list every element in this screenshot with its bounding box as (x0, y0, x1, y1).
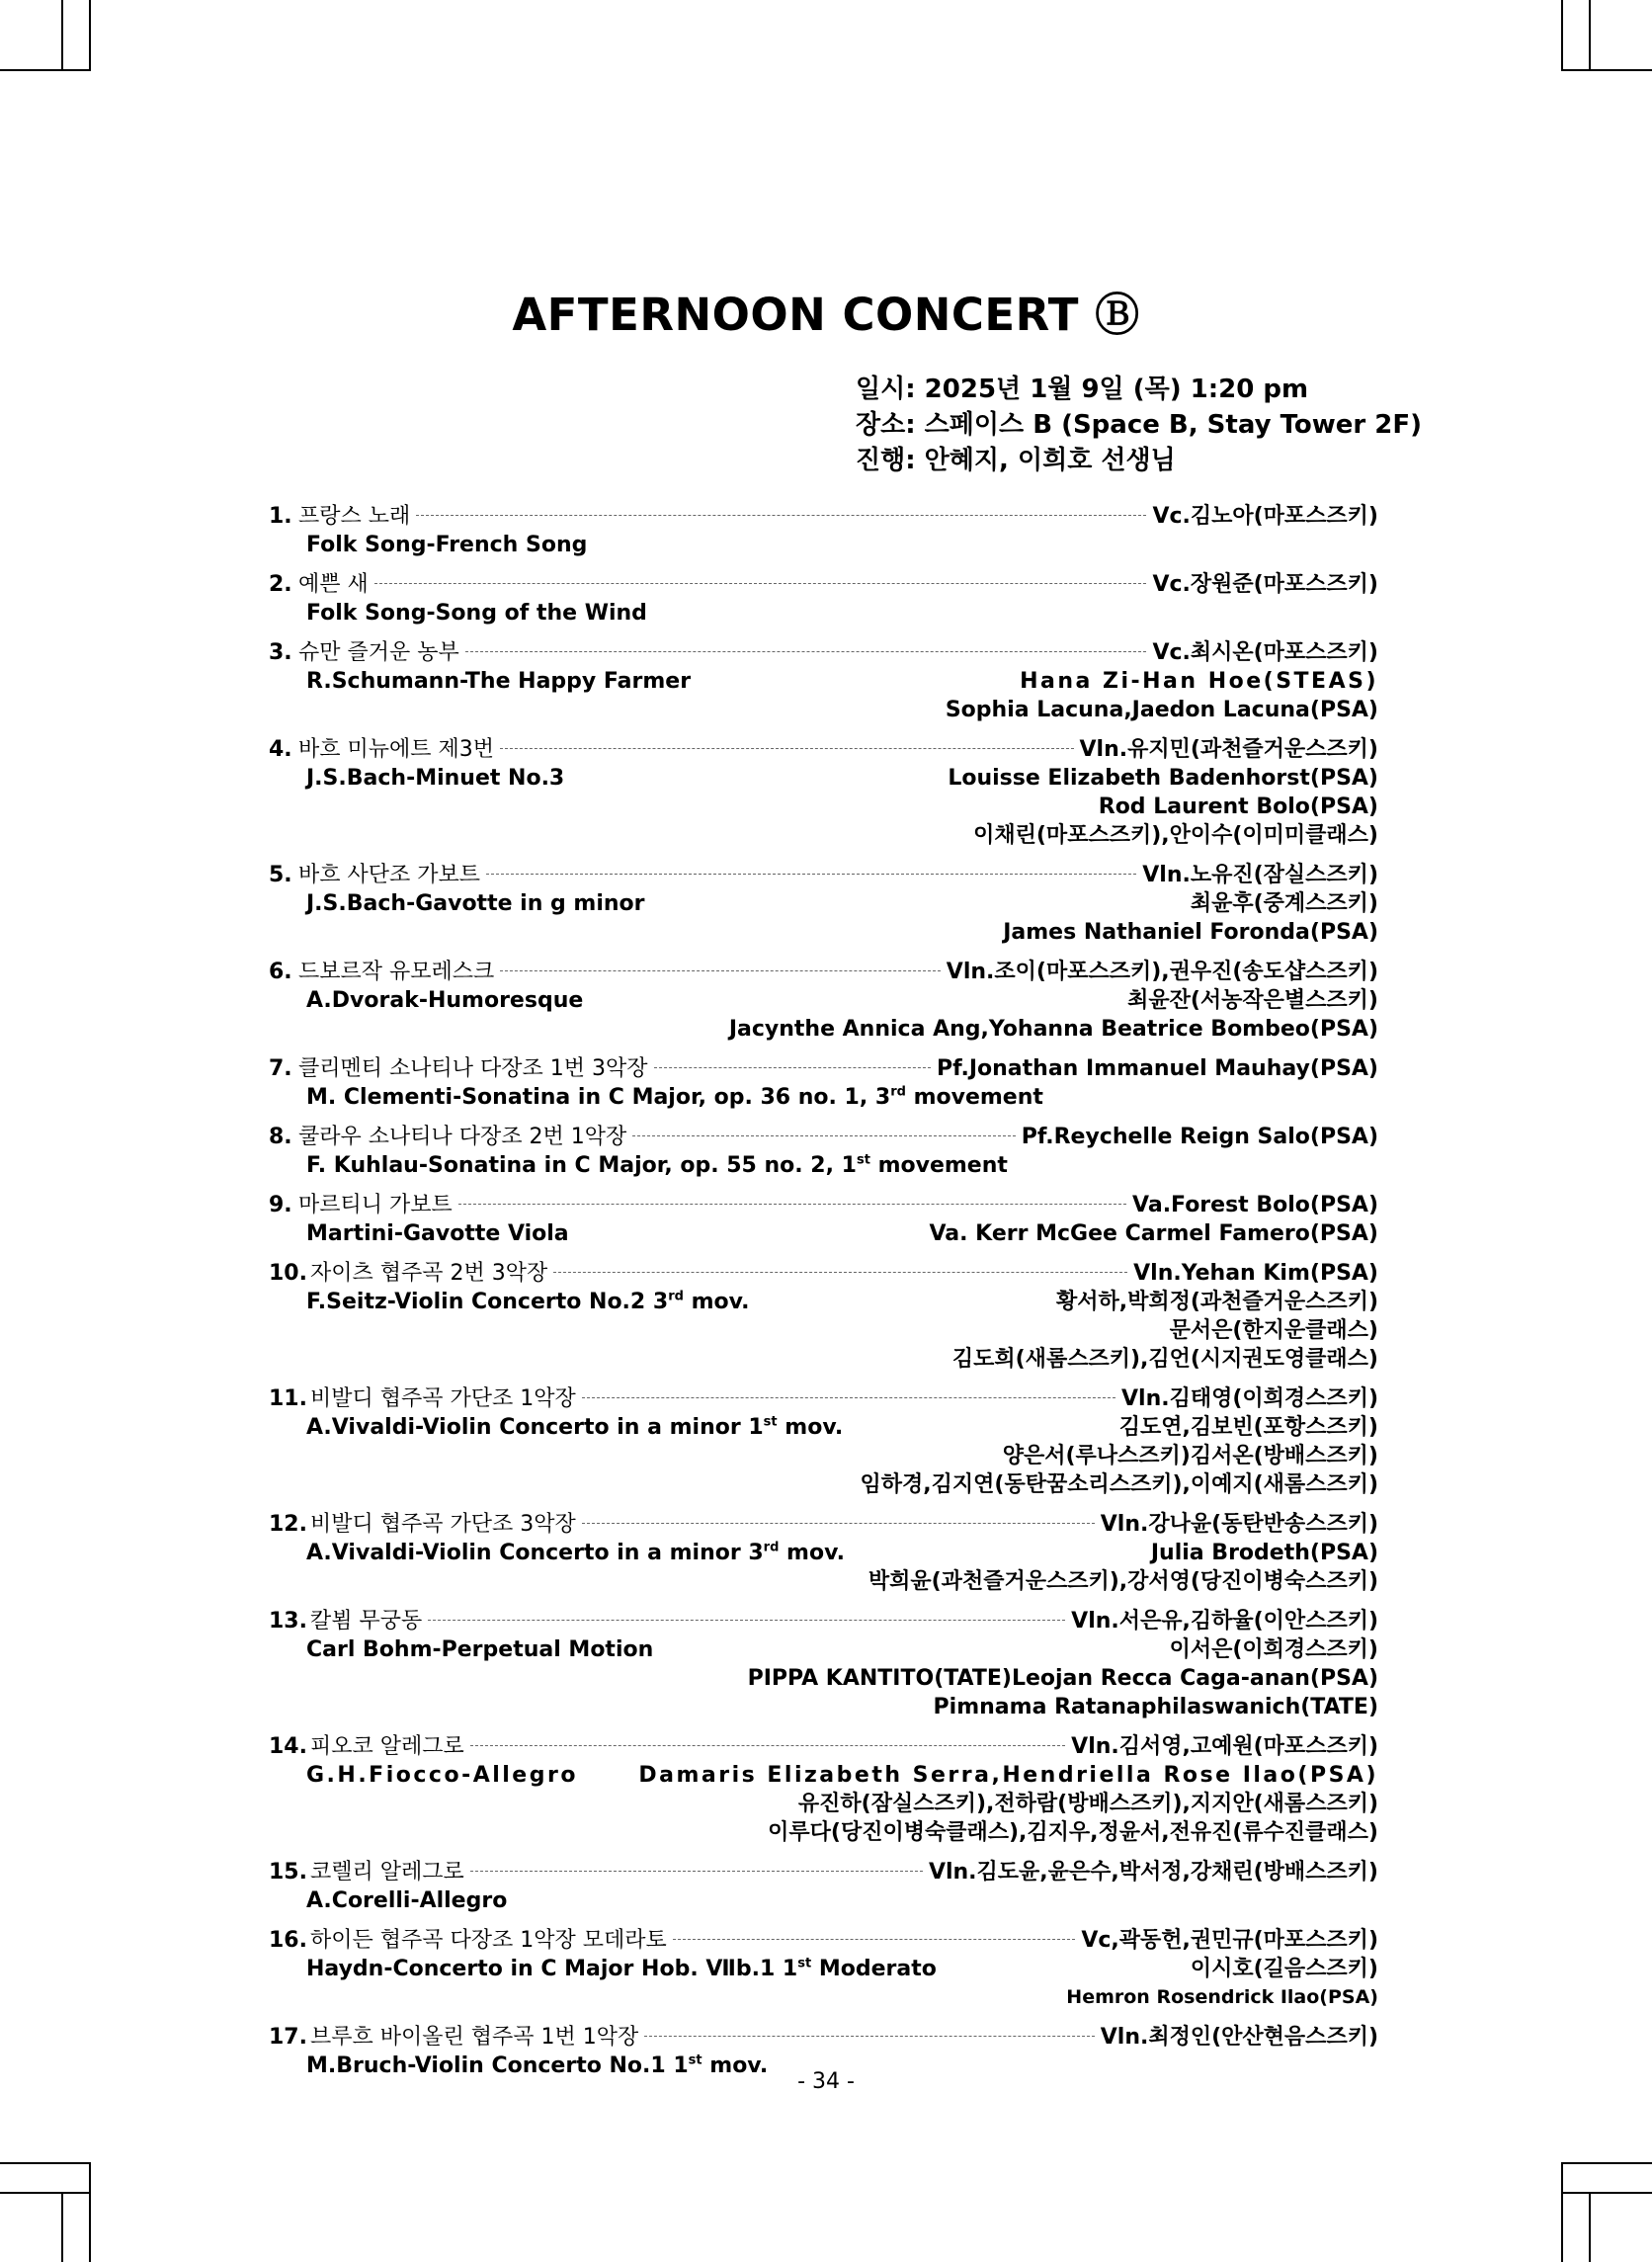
concert-host: 진행: 안혜지, 이희호 선생님 (856, 446, 1176, 475)
program-english-row (269, 1886, 1378, 1915)
program-head (269, 1607, 1378, 1635)
program-english-title (269, 1539, 845, 1567)
program-korean-title: 쿨라우 소나티나 다장조 2번 1악장 (298, 1125, 627, 1149)
program-item (269, 861, 1378, 947)
program-performer-extra: 최윤잔(서농작은별스즈키) (1127, 988, 1378, 1013)
program-korean-title: 드보르작 유모레스크 (298, 960, 495, 984)
program-head (269, 1732, 1378, 1761)
program-english-row (269, 889, 1378, 918)
program-head (269, 1054, 1378, 1083)
program-performer-extra: Louisse Elizabeth Badenhorst(PSA) (948, 766, 1378, 791)
program-performer-extra: Sophia Lacuna,Jaedon Lacuna(PSA) (945, 698, 1378, 722)
english-title-text: Haydn-Concerto in C Major Hob. Ⅶb.1 1 (306, 1957, 798, 1981)
crop-mark (1561, 2162, 1563, 2262)
program-head (269, 1384, 1378, 1413)
english-title-tail: Moderato (811, 1957, 937, 1981)
program-english-row (269, 1761, 1378, 1790)
crop-mark (61, 0, 63, 71)
crop-mark (89, 2162, 91, 2262)
dotted-leader (374, 583, 1147, 584)
program-item (269, 1732, 1378, 1847)
program-number: 14. (269, 1734, 307, 1759)
program-number: 9. (269, 1193, 292, 1217)
program-performer-extra: Julia Brodeth(PSA) (1150, 1541, 1378, 1565)
program-english-row (269, 1955, 1378, 1983)
program-performer: Vc.김노아(마포스즈키) (1152, 504, 1378, 529)
english-title-text: A.Vivaldi-Violin Concerto in a minor 3 (306, 1541, 764, 1565)
program-performer: Va.Forest Bolo(PSA) (1132, 1193, 1378, 1217)
program-performer-extra: 김도희(새롬스즈키),김언(시지권도영클래스) (951, 1347, 1378, 1372)
program-english-row (269, 1083, 1378, 1112)
program-number: 17. (269, 2025, 307, 2050)
program-english-row (269, 1151, 1378, 1180)
english-title-text: Martini-Gavotte Viola (306, 1221, 569, 1246)
program-head (269, 861, 1378, 889)
program-performer: Pf.Reychelle Reign Salo(PSA) (1021, 1125, 1378, 1149)
program-performer-extra: Pimnama Ratanaphilaswanich(TATE) (933, 1695, 1378, 1719)
program-english-title (269, 667, 691, 696)
program-english-row (269, 531, 1378, 559)
program-korean-title: 슈만 즐거운 농부 (298, 640, 459, 665)
english-title-text: Carl Bohm-Perpetual Motion (306, 1637, 654, 1662)
program-performer-extra: 유진하(잠실스즈키),전하람(방배스즈키),지지안(새롬스즈키) (797, 1792, 1378, 1816)
program-number: 7. (269, 1056, 292, 1081)
program-head (269, 1259, 1378, 1288)
program-english-row (269, 1288, 1378, 1316)
program-korean-title: 코렐리 알레그로 (310, 1860, 464, 1885)
program-performer: Pf.Jonathan Immanuel Mauhay(PSA) (936, 1056, 1378, 1081)
concert-info (856, 372, 1422, 478)
ordinal-suffix: st (763, 1414, 778, 1430)
program-performer: Vc,곽동헌,권민규(마포스즈키) (1081, 1928, 1378, 1953)
ordinal-suffix: rd (668, 1289, 684, 1304)
program-number: 16. (269, 1928, 307, 1953)
program-performer: Vln.조이(마포스즈키),권우진(송도샵스즈키) (946, 960, 1378, 984)
program-number: 4. (269, 737, 292, 762)
program-english-title (269, 1288, 750, 1316)
program-english-title (269, 1886, 507, 1915)
ordinal-suffix: st (856, 1152, 870, 1168)
program-performer-extra: 임하경,김지연(동탄꿈소리스즈키),이예지(새롬스즈키) (860, 1472, 1378, 1497)
program-item (269, 638, 1378, 724)
program-number: 11. (269, 1386, 307, 1411)
program-performer-extra: 박희윤(과천즐거운스즈키),강서영(당진이병숙스즈키) (867, 1569, 1378, 1594)
program-english-row (269, 1635, 1378, 1664)
program-performer-extra: 황서하,박희정(과천즐거운스즈키) (1056, 1290, 1378, 1314)
program-item (269, 1926, 1378, 2012)
program-performer-extra: Jacynthe Annica Ang,Yohanna Beatrice Bombeo(PSA) (728, 1017, 1378, 1042)
english-title-tail: mov. (702, 2053, 769, 2078)
program-performer-extra: PIPPA KANTITO(TATE)Leojan Recca Caga-anan(PSA) (747, 1666, 1378, 1691)
program-english-row (269, 986, 1378, 1015)
dotted-leader (673, 1939, 1076, 1940)
english-title-text: Folk Song-Song of the Wind (306, 601, 647, 626)
dotted-leader (470, 1745, 1065, 1746)
english-title-text: A.Corelli-Allegro (306, 1888, 508, 1913)
english-title-text: F. Kuhlau-Sonatina in C Major, op. 55 no. 2, 1 (306, 1153, 857, 1178)
program-performer: Vln.유지민(과천즐거운스즈키) (1079, 737, 1378, 762)
dotted-leader (458, 1204, 1126, 1205)
dotted-leader (486, 874, 1136, 875)
program-english-title (269, 1761, 578, 1790)
program-korean-title: 예쁜 새 (298, 572, 369, 597)
dotted-leader (553, 1272, 1127, 1273)
dotted-leader (654, 1067, 931, 1068)
program-number: 8. (269, 1125, 292, 1149)
program-head (269, 1858, 1378, 1886)
dotted-leader (582, 1523, 1095, 1524)
program-item (269, 1607, 1378, 1721)
program-item (269, 1259, 1378, 1374)
program-item (269, 502, 1378, 559)
page-number: - 34 - (797, 2069, 855, 2094)
english-title-tail: mov. (779, 1541, 845, 1565)
english-title-tail: mov. (683, 1290, 750, 1314)
program-performer-extra: 이루다(당진이병숙클래스),김지우,정윤서,전유진(류수진클래스) (768, 1820, 1378, 1845)
program-performer: Vln.Yehan Kim(PSA) (1133, 1261, 1378, 1286)
program-head (269, 1123, 1378, 1151)
crop-mark (0, 69, 91, 71)
program-head (269, 1926, 1378, 1955)
english-title-text: M. Clementi-Sonatina in C Major, op. 36 no. 1, 3 (306, 1085, 891, 1110)
program-performer-extra: 최윤후(중계스즈키) (1190, 891, 1378, 916)
program-head (269, 1510, 1378, 1539)
program-performer-extra: James Nathaniel Foronda(PSA) (1003, 920, 1378, 945)
program-performer-extra: Hana Zi-Han Hoe(STEAS) (1020, 669, 1378, 694)
program-performer-extra: 김도연,김보빈(포항스즈키) (1118, 1415, 1378, 1440)
program-performer-extra: Rod Laurent Bolo(PSA) (1098, 795, 1378, 819)
program-korean-title: 하이든 협주곡 다장조 1악장 모데라토 (310, 1928, 667, 1953)
program-number: 1. (269, 504, 292, 529)
crop-mark (61, 2192, 63, 2262)
program-korean-title: 칼뵘 무궁동 (310, 1609, 423, 1634)
program-number: 12. (269, 1512, 307, 1537)
program-performer-extra: 문서은(한지운클래스) (1169, 1318, 1378, 1343)
program-number: 5. (269, 863, 292, 887)
program-head (269, 570, 1378, 599)
program-number: 3. (269, 640, 292, 665)
dotted-leader (644, 2036, 1095, 2037)
program-item (269, 1510, 1378, 1596)
page-title: AFTERNOON CONCERT Ⓑ (512, 289, 1140, 341)
crop-mark (0, 2192, 91, 2194)
program-head (269, 1191, 1378, 1219)
program-english-row (269, 1539, 1378, 1567)
program-performer-extra: 이서은(이희경스즈키) (1169, 1637, 1378, 1662)
program-performer: Vln.서은유,김하율(이안스즈키) (1071, 1609, 1378, 1634)
program-performer-extra: 양은서(루나스즈키)김서온(방배스즈키) (1002, 1444, 1378, 1468)
program-english-title (269, 1083, 1043, 1112)
program-korean-title: 마르티니 가보트 (298, 1193, 453, 1217)
program-english-row (269, 667, 1378, 696)
program-english-title (269, 1635, 653, 1664)
program-number: 10. (269, 1261, 307, 1286)
concert-date: 일시: 2025년 1월 9일 (목) 1:20 pm (856, 375, 1309, 404)
english-title-text: M.Bruch-Violin Concerto No.1 1 (306, 2053, 689, 2078)
program-english-title (269, 599, 647, 628)
program-performer: Vc.장원준(마포스즈키) (1152, 572, 1378, 597)
program-head (269, 638, 1378, 667)
program-english-title (269, 889, 645, 918)
english-title-text: A.Vivaldi-Violin Concerto in a minor 1 (306, 1415, 764, 1440)
program-performer: Vln.김서영,고예원(마포스즈키) (1071, 1734, 1378, 1759)
program-item (269, 1191, 1378, 1248)
program-performer: Vln.김도윤,윤은수,박서정,강채린(방배스즈키) (928, 1860, 1378, 1885)
english-title-text: G.H.Fiocco-Allegro (306, 1763, 578, 1788)
program-english-title (269, 1219, 569, 1248)
dotted-leader (582, 1397, 1115, 1398)
ordinal-suffix: st (797, 1956, 812, 1971)
program-english-row (269, 764, 1378, 793)
crop-mark (0, 2162, 91, 2164)
program-item (269, 735, 1378, 850)
dotted-leader (632, 1135, 1015, 1136)
crop-mark (89, 0, 91, 71)
program-english-title (269, 531, 587, 559)
program-item (269, 1123, 1378, 1180)
program-number: 6. (269, 960, 292, 984)
dotted-leader (500, 970, 941, 971)
english-title-text: A.Dvorak-Humoresque (306, 988, 584, 1013)
english-title-text: J.S.Bach-Gavotte in g minor (306, 891, 645, 916)
program-head (269, 502, 1378, 531)
program-item (269, 570, 1378, 628)
program-korean-title: 비발디 협주곡 가단조 1악장 (310, 1386, 576, 1411)
program-performer-extra: Va. Kerr McGee Carmel Famero(PSA) (929, 1221, 1378, 1246)
program-korean-title: 비발디 협주곡 가단조 3악장 (310, 1512, 576, 1537)
program-english-title (269, 1151, 1008, 1180)
program-performer: Vc.최시온(마포스즈키) (1152, 640, 1378, 665)
program-head (269, 735, 1378, 764)
program-item (269, 1384, 1378, 1499)
english-title-text: J.S.Bach-Minuet No.3 (306, 766, 565, 791)
program-performer: Vln.최정인(안산현음스즈키) (1100, 2025, 1378, 2050)
program-korean-title: 피오코 알레그로 (310, 1734, 464, 1759)
program-korean-title: 자이츠 협주곡 2번 3악장 (310, 1261, 548, 1286)
program-performer-extra: 이채린(마포스즈키),안이수(이미미클래스) (973, 823, 1378, 848)
program-head (269, 2023, 1378, 2052)
program-performer: Vln.노유진(잠실스즈키) (1142, 863, 1378, 887)
program-english-row (269, 1413, 1378, 1442)
crop-mark (1561, 69, 1652, 71)
dotted-leader (470, 1871, 923, 1872)
program-english-title (269, 986, 583, 1015)
program-korean-title: 바흐 사단조 가보트 (298, 863, 481, 887)
program-item (269, 1858, 1378, 1915)
program-english-title (269, 1955, 937, 1983)
english-title-text: Folk Song-French Song (306, 533, 588, 557)
program-korean-title: 바흐 미뉴에트 제3번 (298, 737, 494, 762)
program-performer-extra: Hemron Rosendrick Ilao(PSA) (1066, 1986, 1378, 2008)
crop-mark (1561, 0, 1563, 71)
program-korean-title: 클리멘티 소나티나 다장조 1번 3악장 (298, 1056, 648, 1081)
program-head (269, 958, 1378, 986)
ordinal-suffix: st (688, 2053, 702, 2068)
ordinal-suffix: rd (890, 1084, 906, 1100)
english-title-tail: mov. (777, 1415, 844, 1440)
program-english-row (269, 599, 1378, 628)
program-item (269, 1054, 1378, 1112)
dotted-leader (500, 748, 1074, 749)
dotted-leader (416, 515, 1146, 516)
crop-mark (1561, 2192, 1652, 2194)
program-performer: Vln.김태영(이희경스즈키) (1121, 1386, 1378, 1411)
program-list (269, 502, 1378, 2091)
english-title-tail: movement (869, 1153, 1008, 1178)
english-title-tail: movement (905, 1085, 1043, 1110)
program-number: 13. (269, 1609, 307, 1634)
program-number: 15. (269, 1860, 307, 1885)
program-number: 2. (269, 572, 292, 597)
crop-mark (1561, 2162, 1652, 2164)
english-title-text: R.Schumann-The Happy Farmer (306, 669, 692, 694)
program-performer: Vln.강나윤(동탄반송스즈키) (1100, 1512, 1378, 1537)
program-english-title (269, 1413, 843, 1442)
program-performer-extra: 이시호(길음스즈키) (1190, 1957, 1378, 1981)
concert-venue: 장소: 스페이스 B (Space B, Stay Tower 2F) (856, 410, 1422, 440)
program-korean-title: 프랑스 노래 (298, 504, 411, 529)
program-performer-extra: Damaris Elizabeth Serra,Hendriella Rose Ilao(PSA) (638, 1763, 1378, 1788)
crop-mark (1589, 0, 1591, 71)
ordinal-suffix: rd (763, 1540, 780, 1555)
program-english-row (269, 1219, 1378, 1248)
crop-mark (1589, 2192, 1591, 2262)
program-english-title (269, 764, 564, 793)
dotted-leader (428, 1620, 1065, 1621)
english-title-text: F.Seitz-Violin Concerto No.2 3 (306, 1290, 669, 1314)
program-item (269, 958, 1378, 1044)
dotted-leader (465, 651, 1147, 652)
program-korean-title: 브루흐 바이올린 협주곡 1번 1악장 (310, 2025, 639, 2050)
